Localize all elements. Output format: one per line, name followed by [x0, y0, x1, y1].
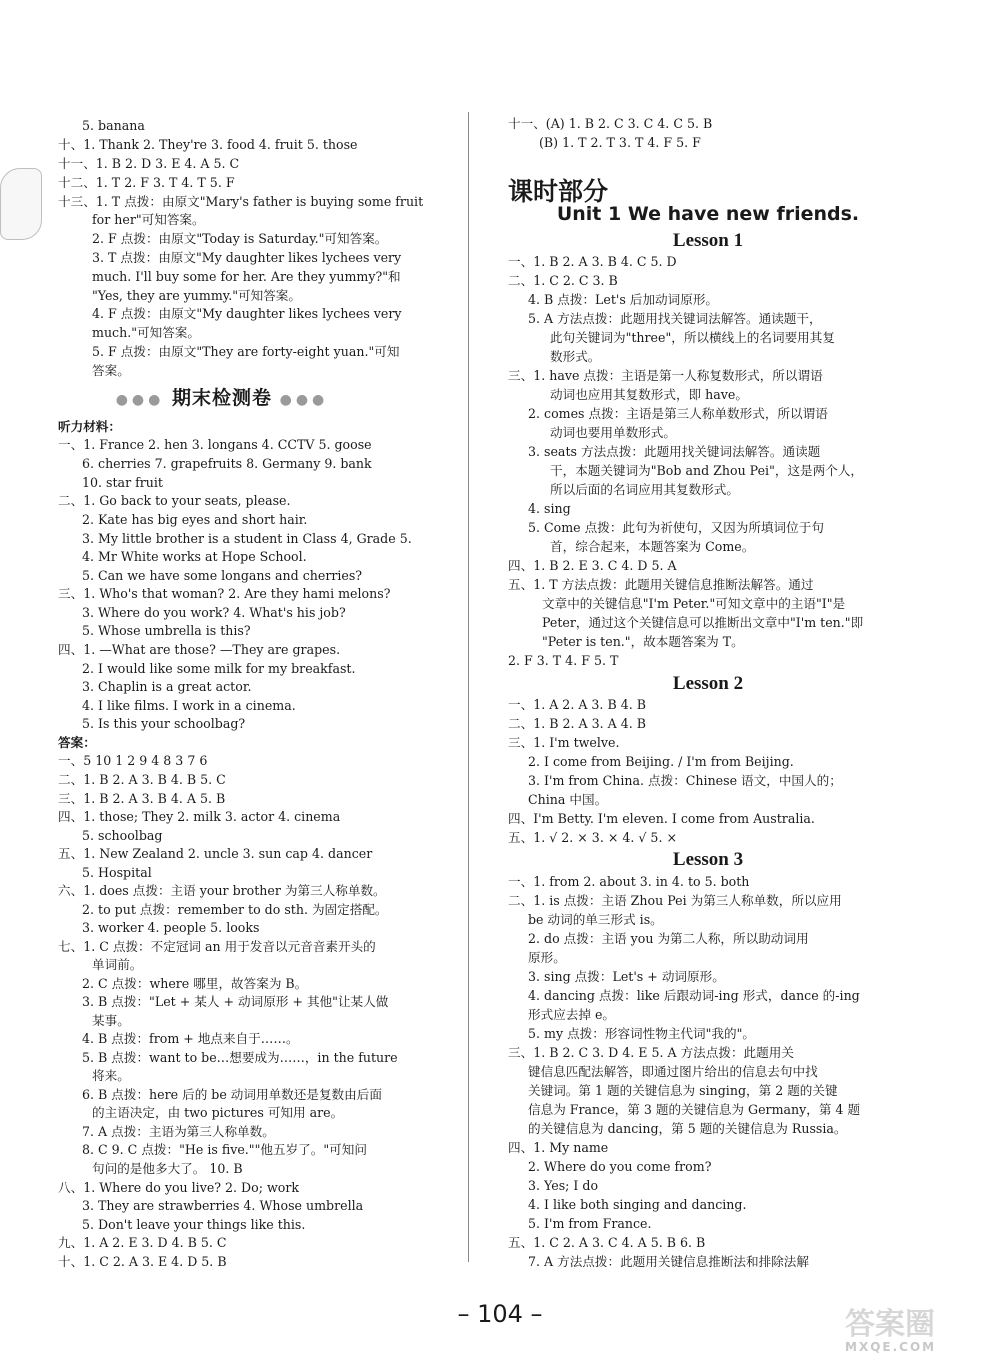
- lesson-heading: Lesson 3: [672, 849, 744, 870]
- answer-line: 2. F 点拨：由原文"Today is Saturday."可知答案。: [92, 231, 388, 246]
- answer-line: 三、1. have 点拨：主语是第一人称复数形式，所以谓语: [508, 368, 823, 383]
- answer-line: 动词也要用单数形式。: [550, 425, 676, 440]
- answer-line: (B) 1. T 2. T 3. T 4. F 5. F: [539, 135, 701, 150]
- answer-line: 5. Can we have some longans and cherries?: [82, 568, 363, 583]
- answer-line: 原形。: [528, 950, 566, 965]
- answer-line: 三、1. I'm twelve.: [508, 735, 620, 750]
- answer-line: 干，本题关键词为"Bob and Zhou Pei"，这是两个人，: [550, 463, 864, 478]
- answer-line: 6. cherries 7. grapefruits 8. Germany 9. bank: [82, 456, 372, 471]
- answer-line: 2. do 点拨：主语 you 为第二人称，所以助动词用: [528, 931, 809, 946]
- answer-line: 四、I'm Betty. I'm eleven. I come from Australia.: [508, 811, 815, 826]
- unit-title: Unit 1 We have new friends.: [556, 203, 860, 225]
- answer-line: Peter，通过这个关键信息可以推断出文章中"I'm ten."即: [542, 615, 864, 630]
- answer-line: 10. star fruit: [82, 475, 163, 490]
- answer-line: 二、1. Go back to your seats, please.: [58, 493, 291, 508]
- exam-title-text: 期末检测卷: [171, 387, 272, 409]
- answer-line: 2. Kate has big eyes and short hair.: [82, 512, 308, 527]
- answer-line: 4. B 点拨：from + 地点来自于……。: [82, 1031, 299, 1046]
- answer-line: 二、1. C 2. C 3. B: [508, 273, 618, 288]
- answer-line: 4. Mr White works at Hope School.: [82, 549, 307, 564]
- answer-line: 八、1. Where do you live? 2. Do; work: [58, 1180, 299, 1195]
- answer-line: 4. I like both singing and dancing.: [528, 1197, 747, 1212]
- answer-line: 关键词。第 1 题的关键信息为 singing，第 2 题的关键: [528, 1083, 838, 1098]
- answer-line: 形式应去掉 e。: [528, 1007, 616, 1022]
- answer-line: 5. F 点拨：由原文"They are forty-eight yuan."可知: [92, 344, 400, 359]
- answer-line: "Peter is ten."，故本题答案为 T。: [542, 634, 744, 649]
- answer-line: 十二、1. T 2. F 3. T 4. T 5. F: [58, 175, 235, 190]
- answer-line: 十三、1. T 点拨：由原文"Mary's father is buying some fruit: [58, 194, 424, 209]
- answer-line: 五、1. T 方法点拨：此题用关键信息推断法解答。通过: [508, 577, 814, 592]
- answer-line: 4. F 点拨：由原文"My daughter likes lychees very: [92, 306, 402, 321]
- answer-line: 十、1. Thank 2. They're 3. food 4. fruit 5. those: [58, 137, 358, 152]
- answer-line: 九、1. A 2. E 3. D 4. B 5. C: [58, 1235, 227, 1250]
- answer-line: 四、1. B 2. E 3. C 4. D 5. A: [508, 558, 677, 573]
- answer-line: 5. I'm from France.: [528, 1216, 652, 1231]
- answer-line: 4. B 点拨：Let's 后加动词原形。: [528, 292, 719, 307]
- answer-line: 的主语决定，由 two pictures 可知用 are。: [92, 1105, 344, 1120]
- answer-line: 动词也应用其复数形式，即 have。: [550, 387, 748, 402]
- answer-line: 此句关键词为"three"，所以横线上的名词要用其复: [550, 330, 835, 345]
- answer-line: 3. Where do you work? 4. What's his job?: [82, 605, 346, 620]
- answer-line: 5. A 方法点拨：此题用找关键词法解答。通读题干，: [528, 311, 822, 326]
- watermark-sub: MXQE.COM: [845, 1340, 937, 1354]
- answer-line: 2. Where do you come from?: [528, 1159, 712, 1174]
- answer-line: 4. sing: [528, 501, 571, 516]
- answer-line: 5. Whose umbrella is this?: [82, 623, 251, 638]
- answer-line: 6. B 点拨：here 后的 be 动词用单数还是复数由后面: [82, 1087, 382, 1102]
- answer-line: 8. C 9. C 点拨："He is five.""他五岁了。"可知问: [82, 1142, 367, 1157]
- answer-line: 四、1. those; They 2. milk 3. actor 4. cinema: [58, 809, 341, 824]
- answer-line: 3. My little brother is a student in Class 4, Grade 5.: [82, 531, 412, 546]
- answer-line: 3. seats 方法点拨：此题用找关键词法解答。通读题: [528, 444, 821, 459]
- answer-line: for her"可知答案。: [92, 212, 205, 227]
- decor-dots-left: ●●●: [115, 392, 165, 408]
- answer-line: 四、1. —What are those? —They are grapes.: [58, 642, 341, 657]
- exam-title: [72, 383, 372, 410]
- page-number: – 104 –: [457, 1300, 543, 1328]
- answer-line: 四、1. My name: [508, 1140, 609, 1155]
- lesson-heading: Lesson 1: [672, 230, 744, 251]
- listening-heading: 听力材料：: [58, 419, 121, 434]
- watermark-main: 答案圈: [845, 1307, 935, 1342]
- answer-line: 键信息匹配法解答，即通过图片给出的信息去句中找: [528, 1064, 818, 1079]
- answer-line: 5. Come 点拨：此句为祈使句，又因为所填词位于句: [528, 520, 824, 535]
- decor-dots-right: ●●●: [279, 392, 329, 408]
- answer-line: much."可知答案。: [92, 325, 200, 340]
- lesson-heading: Lesson 2: [672, 673, 744, 694]
- answer-line: 5. Hospital: [82, 865, 152, 880]
- answer-line: 2. I would like some milk for my breakfast.: [82, 661, 356, 676]
- answer-line: 4. I like films. I work in a cinema.: [82, 698, 296, 713]
- answer-line: 3. They are strawberries 4. Whose umbrella: [82, 1198, 364, 1213]
- column-divider: [468, 112, 469, 1262]
- answer-line: 十一、(A) 1. B 2. C 3. C 4. C 5. B: [508, 116, 713, 131]
- answer-line: 单词前。: [92, 957, 143, 972]
- answer-line: 二、1. B 2. A 3. B 4. B 5. C: [58, 772, 226, 787]
- answer-line: 答案。: [92, 363, 130, 378]
- answer-line: 将来。: [92, 1068, 130, 1083]
- answer-line: 一、1. A 2. A 3. B 4. B: [508, 697, 646, 712]
- answer-line: 5. Is this your schoolbag?: [82, 716, 246, 731]
- answer-line: 3. B 点拨："Let + 某人 + 动词原形 + 其他"让某人做: [82, 994, 389, 1009]
- answer-line: 五、1. √ 2. × 3. × 4. √ 5. ×: [508, 830, 678, 845]
- answer-line: 一、1. B 2. A 3. B 4. C 5. D: [508, 254, 677, 269]
- answer-line: be 动词的单三形式 is。: [528, 912, 663, 927]
- corner-stamp: [0, 168, 42, 240]
- answer-line: 五、1. New Zealand 2. uncle 3. sun cap 4. dancer: [58, 846, 373, 861]
- answer-line: 2. F 3. T 4. F 5. T: [508, 653, 619, 668]
- answer-line: 六、1. does 点拨：主语 your brother 为第三人称单数。: [58, 883, 386, 898]
- answer-line: 五、1. C 2. A 3. C 4. A 5. B 6. B: [508, 1235, 706, 1250]
- answer-line: 的关键信息为 dancing，第 5 题的关键信息为 Russia。: [528, 1121, 847, 1136]
- answer-line: 2. comes 点拨：主语是第三人称单数形式，所以谓语: [528, 406, 828, 421]
- answer-line: 句问的是他多大了。 10. B: [92, 1161, 243, 1176]
- answer-line: 数形式。: [550, 349, 601, 364]
- answer-line: China 中国。: [528, 792, 608, 807]
- answer-line: 5. my 点拨：形容词性物主代词"我的"。: [528, 1026, 755, 1041]
- answer-line: 三、1. Who's that woman? 2. Are they hami melons?: [58, 586, 391, 601]
- answer-line: 3. I'm from China. 点拨：Chinese 语文，中国人的；: [528, 773, 842, 788]
- answer-line: much. I'll buy some for her. Are they yummy?"和: [92, 269, 401, 284]
- answer-line: 十一、1. B 2. D 3. E 4. A 5. C: [58, 156, 240, 171]
- answer-line: 3. worker 4. people 5. looks: [82, 920, 260, 935]
- answer-line: 一、5 10 1 2 9 4 8 3 7 6: [58, 753, 208, 768]
- answer-line: 2. I come from Beijing. / I'm from Beijing.: [528, 754, 794, 769]
- answer-line: 三、1. B 2. A 3. B 4. A 5. B: [58, 791, 226, 806]
- answers-heading: 答案：: [58, 735, 96, 750]
- answer-line: 七、1. C 点拨：不定冠词 an 用于发音以元音音素开头的: [58, 939, 376, 954]
- answer-line: 3. Yes; I do: [528, 1178, 599, 1193]
- watermark-logo: [845, 1307, 985, 1358]
- answer-line: 5. schoolbag: [82, 828, 163, 843]
- answer-line: 3. T 点拨：由原文"My daughter likes lychees very: [92, 250, 402, 265]
- answer-line: 某事。: [92, 1013, 130, 1028]
- answer-line: 一、1. from 2. about 3. in 4. to 5. both: [508, 874, 750, 889]
- answer-line: 文章中的关键信息"I'm Peter."可知文章中的主语"I"是: [542, 596, 846, 611]
- section-title: 课时部分: [508, 177, 609, 206]
- answer-line: 首，综合起来，本题答案为 Come。: [550, 539, 755, 554]
- answer-line: 三、1. B 2. C 3. D 4. E 5. A 方法点拨：此题用关: [508, 1045, 794, 1060]
- answer-line: 5. banana: [82, 118, 145, 133]
- answer-line: 二、1. is 点拨：主语 Zhou Pei 为第三人称单数，所以应用: [508, 893, 842, 908]
- answer-line: 2. C 点拨：where 哪里，故答案为 B。: [82, 976, 308, 991]
- answer-line: "Yes, they are yummy."可知答案。: [92, 288, 301, 303]
- answer-line: 5. Don't leave your things like this.: [82, 1217, 306, 1232]
- answer-line: 5. B 点拨：want to be…想要成为……，in the future: [82, 1050, 398, 1065]
- answer-line: 信息为 France，第 3 题的关键信息为 Germany，第 4 题: [528, 1102, 861, 1117]
- answer-line: 所以后面的名词应用其复数形式。: [550, 482, 739, 497]
- answer-line: 7. A 方法点拨：此题用关键信息推断法和排除法解: [528, 1254, 809, 1269]
- answer-line: 二、1. B 2. A 3. A 4. B: [508, 716, 646, 731]
- answer-line: 一、1. France 2. hen 3. longans 4. CCTV 5. goose: [58, 437, 372, 452]
- answer-line: 2. to put 点拨：remember to do sth. 为固定搭配。: [82, 902, 388, 917]
- answer-line: 3. Chaplin is a great actor.: [82, 679, 252, 694]
- answer-line: 4. dancing 点拨：like 后跟动词-ing 形式，dance 的-ing: [528, 988, 860, 1003]
- answer-line: 3. sing 点拨：Let's + 动词原形。: [528, 969, 725, 984]
- answer-line: 7. A 点拨：主语为第三人称单数。: [82, 1124, 275, 1139]
- answer-line: 十、1. C 2. A 3. E 4. D 5. B: [58, 1254, 227, 1269]
